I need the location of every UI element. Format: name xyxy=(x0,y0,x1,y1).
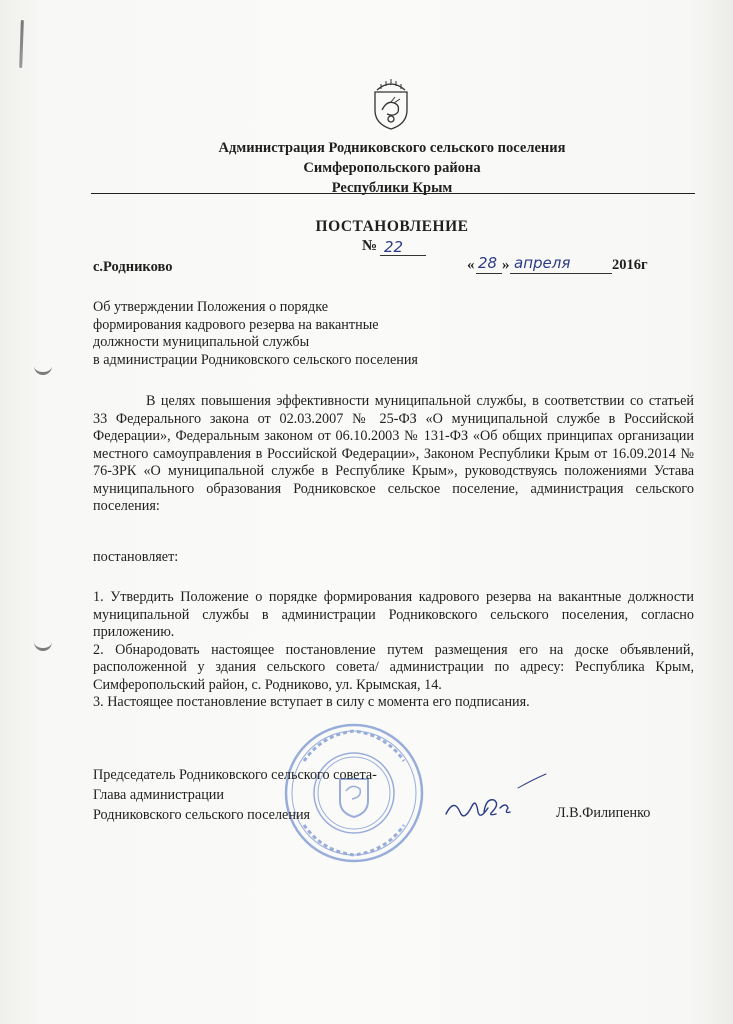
decree-number-underline xyxy=(380,255,426,256)
org-district: Симферопольского района xyxy=(303,160,481,176)
date-day: 28 xyxy=(478,254,498,272)
decree-number-label: № xyxy=(362,238,378,254)
signatory-block xyxy=(93,765,377,825)
org-name: Администрация Родниковского сельского поселения xyxy=(218,140,566,156)
subject-line: должности муниципальной службы xyxy=(93,334,310,350)
pen-mark xyxy=(19,20,24,68)
date-year: 2016г xyxy=(612,257,648,273)
resolves-word: постановляет: xyxy=(93,549,179,565)
date-open-quote: « xyxy=(467,257,475,273)
signatory-role: Председатель Родниковского сельского совета- xyxy=(93,767,377,783)
date-day-underline xyxy=(476,273,502,274)
punch-hole-icon xyxy=(34,636,52,651)
date-close-quote: » xyxy=(502,257,510,273)
handwritten-signature-icon xyxy=(440,768,550,832)
punch-hole-icon xyxy=(34,360,52,375)
signatory-role: Глава администрации xyxy=(93,787,224,803)
crimea-coat-of-arms-icon xyxy=(369,72,413,132)
decree-items xyxy=(93,589,694,712)
signatory-name: Л.В.Филипенко xyxy=(556,805,651,821)
decree-subject xyxy=(93,299,553,369)
header-divider xyxy=(91,193,695,194)
org-republic: Республики Крым xyxy=(331,180,453,196)
decree-item: 3. Настоящее постановление вступает в силу с момента его подписания. xyxy=(93,694,530,710)
date-month: апреля xyxy=(514,254,571,272)
decree-item: 1. Утвердить Положение о порядке формирования кадрового резерва на вакантные должности муниципальной службы в администрации Родниковского сельского поселения, согласно приложению. xyxy=(93,589,694,640)
preamble xyxy=(93,393,694,516)
decree-place: с.Родниково xyxy=(93,259,173,275)
organization-header xyxy=(90,138,694,198)
subject-line: в администрации Родниковского сельского поселения xyxy=(93,351,418,368)
date-month-underline xyxy=(510,273,612,274)
decree-number-value: 22 xyxy=(384,238,404,256)
subject-line: формирования кадрового резерва на вакантные xyxy=(93,316,379,333)
preamble-paragraph: В целях повышения эффективности муниципальной службы, в соответствии со статьей 33 Федерального закона от 02.03.2007 № 25-ФЗ «О муниципальной службе в Российской Федерации», Федеральным законом от 06.10.2003 № 131-ФЗ «Об общих принципах организации местного самоуправления в Российской Федерации», Законом Республики Крым от 16.09.2014 № 76-ЗРК «О муниципальной службе в Республике Крым», руководствуясь положениями Устава муниципального образования Родниковское сельское поселение, администрация сельского поселения: xyxy=(93,393,694,514)
subject-line: Об утверждении Положения о порядке xyxy=(93,299,329,315)
decree-title: ПОСТАНОВЛЕНИЕ xyxy=(315,218,469,235)
decree-item: 2. Обнародовать настоящее постановление путем размещения его на доске объявлений, расположенной у здания сельского совета/ администрации по адресу: Республика Крым, Симферопольский район, с. Родниково, ул. Крымская, 14. xyxy=(93,641,694,693)
signatory-role: Родниковского сельского поселения xyxy=(93,807,311,823)
